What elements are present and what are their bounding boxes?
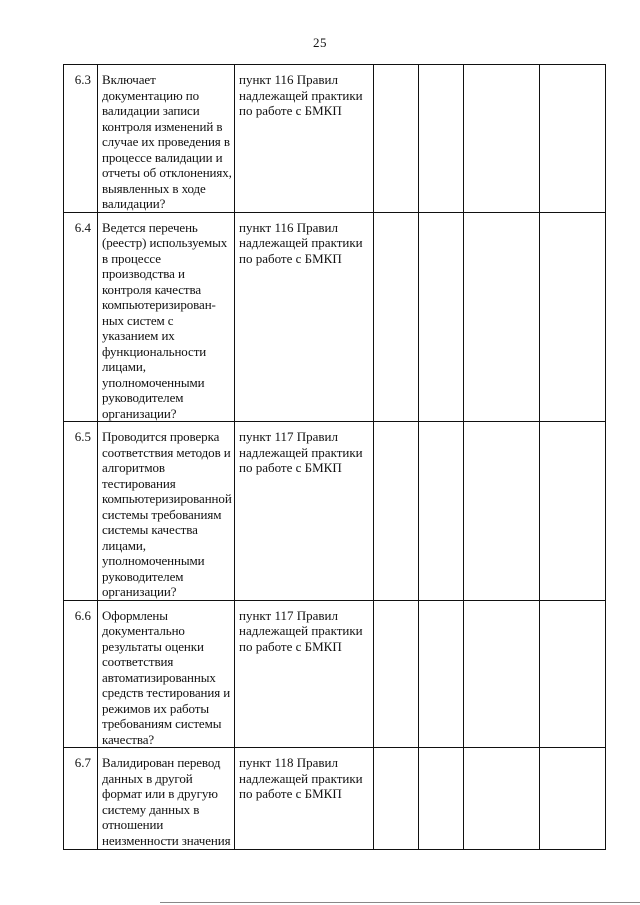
answer-na-cell[interactable] — [464, 422, 540, 601]
note-cell[interactable] — [540, 65, 606, 213]
answer-yes-cell[interactable] — [374, 212, 419, 422]
note-cell[interactable] — [540, 600, 606, 748]
item-reference: пункт 116 Правил надлежащей практики по работе с БМКП — [235, 65, 374, 213]
checklist-table — [63, 64, 606, 850]
table-row — [64, 600, 606, 748]
answer-na-cell[interactable] — [464, 212, 540, 422]
item-reference: пункт 117 Правил надлежащей практики по работе с БМКП — [235, 422, 374, 601]
item-question: Валидирован перевод данных в другой формат или в другую систему данных в отношении неизменности значения — [98, 748, 235, 850]
table-row — [64, 748, 606, 850]
item-number: 6.4 — [64, 212, 98, 422]
answer-no-cell[interactable] — [419, 748, 464, 850]
answer-yes-cell[interactable] — [374, 600, 419, 748]
item-question: Включает документацию по валидации записи контроля изменений в случае их проведения в процессе валидации и отчеты об отклонениях, выявленных в ходе валидации? — [98, 65, 235, 213]
item-reference: пункт 116 Правил надлежащей практики по работе с БМКП — [235, 212, 374, 422]
note-cell[interactable] — [540, 422, 606, 601]
answer-no-cell[interactable] — [419, 422, 464, 601]
answer-yes-cell[interactable] — [374, 422, 419, 601]
answer-yes-cell[interactable] — [374, 748, 419, 850]
answer-yes-cell[interactable] — [374, 65, 419, 213]
item-number: 6.3 — [64, 65, 98, 213]
note-cell[interactable] — [540, 748, 606, 850]
answer-na-cell[interactable] — [464, 65, 540, 213]
item-number: 6.6 — [64, 600, 98, 748]
answer-no-cell[interactable] — [419, 65, 464, 213]
note-cell[interactable] — [540, 212, 606, 422]
item-question: Ведется перечень (реестр) используемых в процессе производства и контроля качества компьютеризирован-ных систем с указанием их функциональности лицами, уполномоченными руководителем организации? — [98, 212, 235, 422]
item-question: Проводится проверка соответствия методов и алгоритмов тестирования компьютеризированной системы требованиям системы качества лицами, уполномоченными руководителем организации? — [98, 422, 235, 601]
item-number: 6.7 — [64, 748, 98, 850]
page-number: 25 — [313, 35, 327, 50]
table-row — [64, 422, 606, 601]
item-question: Оформлены документально результаты оценки соответствия автоматизированных средств тестирования и режимов их работы требованиям системы качества? — [98, 600, 235, 748]
answer-no-cell[interactable] — [419, 600, 464, 748]
item-reference: пункт 118 Правил надлежащей практики по работе с БМКП — [235, 748, 374, 850]
answer-no-cell[interactable] — [419, 212, 464, 422]
answer-na-cell[interactable] — [464, 600, 540, 748]
item-reference: пункт 117 Правил надлежащей практики по работе с БМКП — [235, 600, 374, 748]
table-row — [64, 212, 606, 422]
item-number: 6.5 — [64, 422, 98, 601]
page-edge-divider — [160, 902, 640, 903]
answer-na-cell[interactable] — [464, 748, 540, 850]
table-row — [64, 65, 606, 213]
